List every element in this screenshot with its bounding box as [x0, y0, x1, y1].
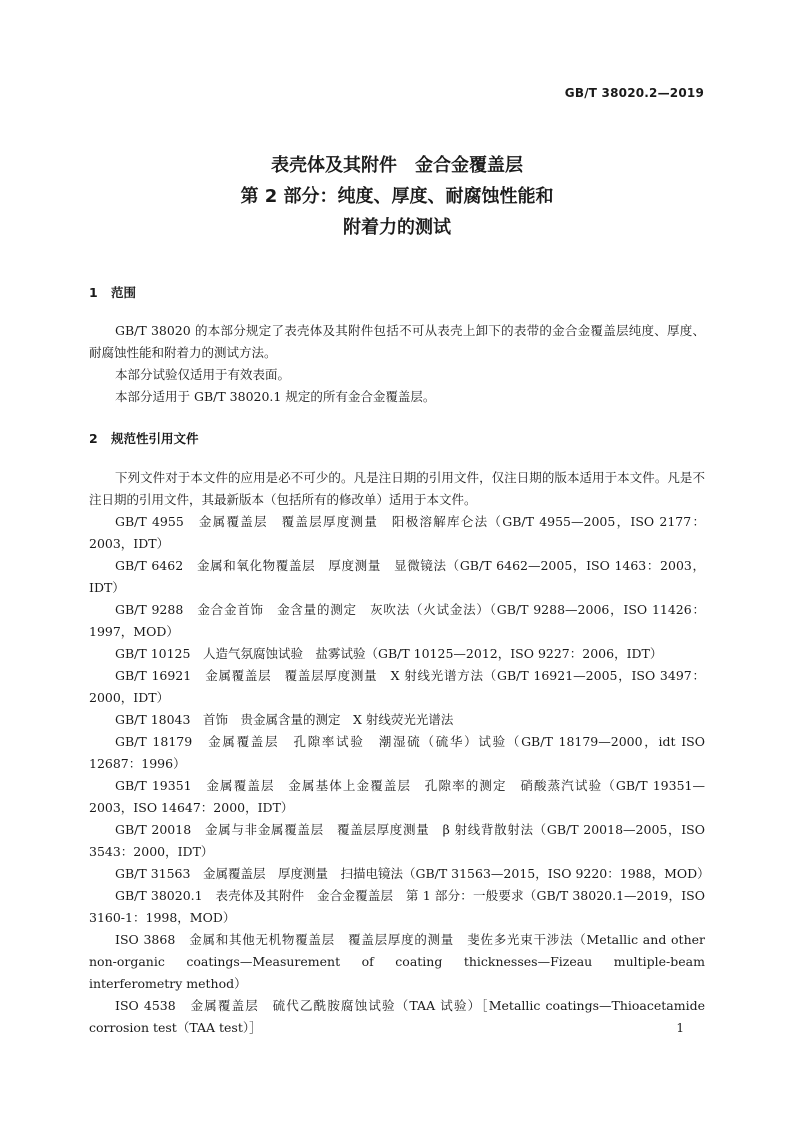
reference-item: GB/T 10125 人造气氛腐蚀试验 盐雾试验（GB/T 10125—2012，ISO 9227：2006，IDT）: [115, 646, 663, 661]
page-number: 1: [676, 1021, 684, 1035]
section-2-body: [89, 467, 710, 1039]
reference-item: GB/T 19351 金属覆盖层 金属基体上金覆盖层 孔隙率的测定 硝酸蒸汽试验（GB/T 19351—2003，ISO 14647：2000，IDT）: [89, 778, 705, 815]
reference-item: GB/T 20018 金属与非金属覆盖层 覆盖层厚度测量 β 射线背散射法（GB/T 20018—2005，ISO 3543：2000，IDT）: [89, 822, 705, 859]
reference-item: GB/T 31563 金属覆盖层 厚度测量 扫描电镜法（GB/T 31563—2015，ISO 9220：1988，MOD）: [115, 866, 710, 881]
section-1-title: 范围: [111, 285, 137, 300]
reference-item: GB/T 38020.1 表壳体及其附件 金合金覆盖层 第 1 部分：一般要求（GB/T 38020.1—2019，ISO 3160-1：1998，MOD）: [89, 888, 705, 925]
section-1-heading: [89, 283, 136, 301]
section-1-number: 1: [89, 285, 98, 300]
reference-item: ISO 4538 金属覆盖层 硫代乙酰胺腐蚀试验（TAA 试验）［Metallic coatings—Thioacetamide corrosion test（TAA test）］: [89, 998, 705, 1035]
section-2-number: 2: [89, 431, 98, 446]
title-line-2: 第 2 部分：纯度、厚度、耐腐蚀性能和: [240, 186, 554, 207]
reference-item: GB/T 18043 首饰 贵金属含量的测定 X 射线荧光光谱法: [115, 712, 454, 727]
section-1-body: [89, 320, 705, 408]
reference-item: GB/T 16921 金属覆盖层 覆盖层厚度测量 X 射线光谱方法（GB/T 16921—2005，ISO 3497：2000，IDT）: [89, 668, 705, 705]
section-2-heading: [89, 429, 199, 447]
references-intro: 下列文件对于本文件的应用是必不可少的。凡是注日期的引用文件，仅注日期的版本适用于本文件。凡是不注日期的引用文件，其最新版本（包括所有的修改单）适用于本文件。: [89, 470, 705, 507]
reference-item: GB/T 9288 金合金首饰 金含量的测定 灰吹法（火试金法）（GB/T 9288—2006，ISO 11426：1997，MOD）: [89, 602, 705, 639]
document-title: [0, 150, 794, 243]
reference-item: GB/T 6462 金属和氧化物覆盖层 厚度测量 显微镜法（GB/T 6462—2005，ISO 1463：2003，IDT）: [89, 558, 705, 595]
scope-paragraph: 本部分适用于 GB/T 38020.1 规定的所有金合金覆盖层。: [115, 389, 436, 404]
reference-item: GB/T 4955 金属覆盖层 覆盖层厚度测量 阳极溶解库仑法（GB/T 4955—2005，ISO 2177：2003，IDT）: [89, 514, 705, 551]
scope-paragraph: GB/T 38020 的本部分规定了表壳体及其附件包括不可从表壳上卸下的表带的金合金覆盖层纯度、厚度、耐腐蚀性能和附着力的测试方法。: [89, 323, 705, 360]
title-line-3: 附着力的测试: [343, 217, 451, 238]
title-line-1: 表壳体及其附件 金合金覆盖层: [271, 155, 523, 176]
reference-item: GB/T 18179 金属覆盖层 孔隙率试验 潮湿硫（硫华）试验（GB/T 18179—2000，idt ISO 12687：1996）: [89, 734, 705, 771]
section-2-title: 规范性引用文件: [111, 431, 199, 446]
scope-paragraph: 本部分试验仅适用于有效表面。: [115, 367, 291, 382]
reference-item: ISO 3868 金属和其他无机物覆盖层 覆盖层厚度的测量 斐佐多光束干涉法（Metallic and other non-organic coatings—Measurement of coating thicknesses—Fizeau multiple-beam interferometry method）: [89, 932, 705, 991]
standard-code: GB/T 38020.2—2019: [564, 86, 704, 100]
